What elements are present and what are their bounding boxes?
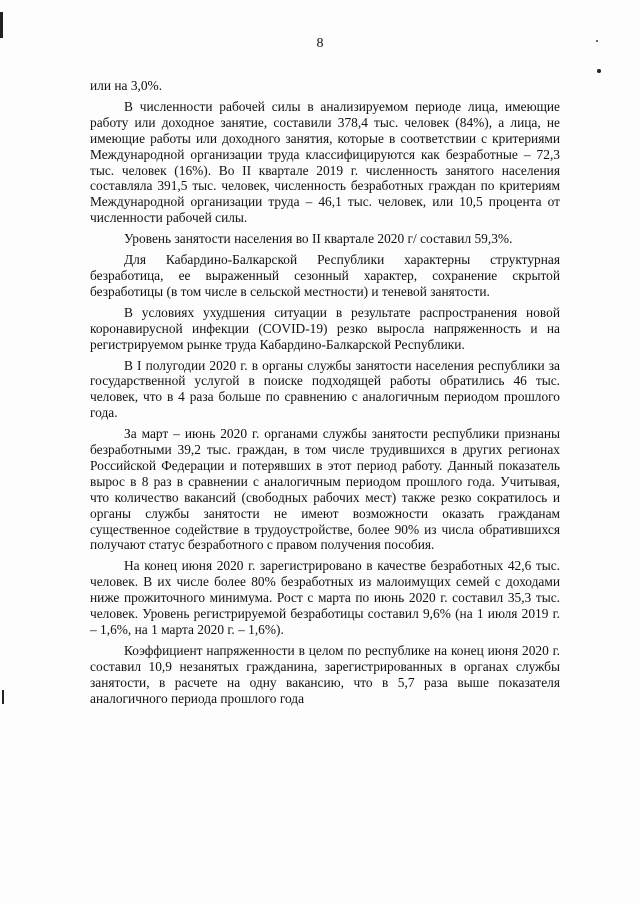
paragraph-march-june-unemployed: За март – июнь 2020 г. органами службы занятости республики признаны безработными 39,2 тыс. граждан, в том числе трудившихся в других регионах Российской Федерации и потерявших в этот период работу. Данный показатель вырос в 8 раз в сравнении с аналогичным периодом прошлого года. Учитывая, что количество вакансий (свободных рабочих мест) также резко сократилось и органы службы занятости не имеют возможности оказать гражданам существенное содействие в трудоустройстве, более 90% из числа обратившихся получают статус безработного с правом получения пособия. bbox=[90, 426, 560, 553]
paragraph-employment-level: Уровень занятости населения во II квартале 2020 г/ составил 59,3%. bbox=[124, 231, 513, 247]
page-number: 8 bbox=[316, 36, 324, 51]
scan-edge-mark bbox=[2, 690, 4, 704]
document-body bbox=[90, 78, 560, 712]
paragraph-tension-coefficient: Коэффициент напряженности в целом по республике на конец июня 2020 г. составил 10,9 незанятых гражданина, зарегистрированных в органах службы занятости, в расчете на одну вакансию, что в 5,7 раза выше показателя аналогичного периода прошлого года bbox=[90, 642, 560, 706]
paragraph-end-of-june: На конец июня 2020 г. зарегистрировано в качестве безработных 42,6 тыс. человек. В их числе более 80% безработных из малоимущих семей с доходами ниже прожиточного минимума. Рост с марта по июнь 2020 г. составил 35,3 тыс. человек. Уровень регистрируемой безработицы составил 9,6% (на 1 июля 2019 г. – 1,6%, на 1 марта 2020 г. – 1,6%). bbox=[90, 558, 560, 637]
scan-dot-mark bbox=[597, 69, 601, 73]
paragraph-continuation: или на 3,0%. bbox=[90, 78, 163, 93]
paragraph-covid-impact: В условиях ухудшения ситуации в результате распространения новой коронавирусной инфекции (COVID-19) резко выросла напряженность и на регистрируемом рынке труда Кабардино-Балкарской Республики. bbox=[90, 304, 560, 352]
scan-edge-mark bbox=[0, 12, 3, 38]
paragraph-first-half-requests: В I полугодии 2020 г. в органы службы занятости населения республики за государственной услугой в поиске подходящей работы обратились 46 тыс. человек, что в 4 раза больше по сравнению с аналогичным периодом прошлого года. bbox=[90, 357, 560, 421]
paragraph-labor-force: В численности рабочей силы в анализируемом периоде лица, имеющие работу или доходное занятие, составили 378,4 тыс. человек (84%), а лица, не имеющие работы или доходного занятия, которые в соответствии с критериями Международной организации труда классифицируются как безработные – 72,3 тыс. человек (16%). Во II квартале 2019 г. численность занятого населения составляла 391,5 тыс. человек, численность безработных граждан по критериям Международной организации труда – 46,1 тыс. человек, или 10,5 процента от численности рабочей силы. bbox=[90, 98, 560, 226]
paragraph-unemployment-structure: Для Кабардино-Балкарской Республики характерны структурная безработица, ее выраженный сезонный характер, сохранение скрытой безработицы (в том числе в сельской местности) и теневой занятости. bbox=[90, 252, 560, 299]
